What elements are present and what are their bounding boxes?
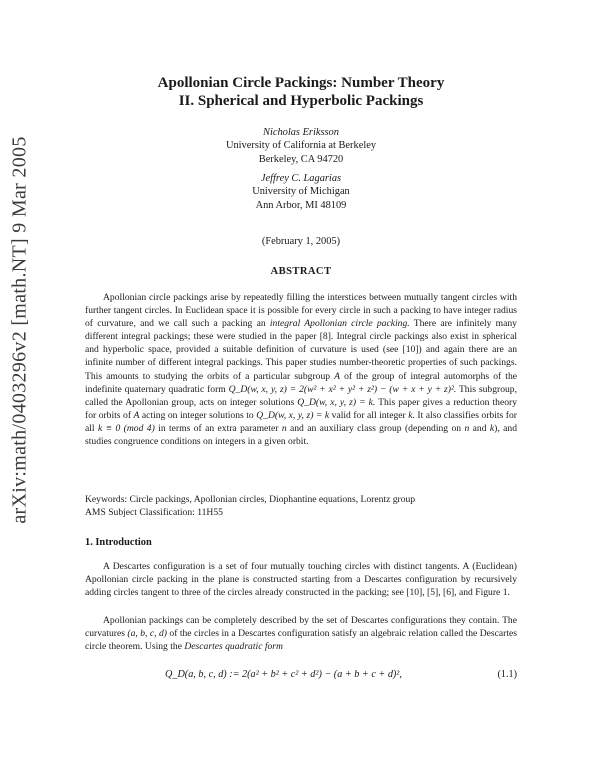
equation-1-1 bbox=[85, 669, 517, 685]
arxiv-identifier: arXiv:math/0403296v2 [math.NT] 9 Mar 2005 bbox=[8, 136, 31, 524]
abstract-text: Apollonian circle packings arise by repeatedly filling the interstices between mutually tangent circles with further tangent circles. In Euclidean space it is possible for every circle in such a packing to have integer radius of curvature, and we call such a packing an integral Apollonian circle packing. There are infinitely many different integral packings; these were studied in the paper [8]. Integral circle packings also exist in spherical and hyperbolic space, provided a suitable definition of curvature is used (see [10]) and again there are an infinite number of different integral packings. This paper studies number-theoretic properties of such packings. This amounts to studying the orbits of a particular subgroup A of the group of integral automorphs of the indefinite quaternary quadratic form Q_D(w, x, y, z) = 2(w² + x² + y² + z²) − (w + x + y + z)². This subgroup, called the Apollonian group, acts on integer solutions Q_D(w, x, y, z) = k. This paper gives a reduction theory for orbits of A acting on integer solutions to Q_D(w, x, y, z) = k valid for all integer k. It also classifies orbits for all k ≡ 0 (mod 4) in terms of an extra parameter n and an auxiliary class group (depending on n and k), and studies congruence conditions on integers in a given orbit. bbox=[85, 292, 518, 448]
arxiv-sidebar bbox=[4, 120, 36, 540]
keywords-block bbox=[85, 493, 517, 519]
intro-paragraph-2: Apollonian packings can be completely described by the set of Descartes configurations they contain. The curvatures (a, b, c, d) of the circles in a Descartes configuration satisfy an algebraic relation called the Descartes circle theorem. Using the Descartes quadratic form bbox=[85, 615, 518, 653]
author-address: Berkeley, CA 94720 bbox=[258, 153, 344, 165]
title-line-2: II. Spherical and Hyperbolic Packings bbox=[178, 93, 424, 109]
paper-title bbox=[85, 74, 517, 110]
intro-paragraph-1: A Descartes configuration is a set of four mutually touching circles with distinct tangents. A (Euclidean) Apollonian circle packing in the plane is constructed starting from a Descartes configuration by recursively adding circles tangent to three of the circles already constructed in the packing; see [10], [5], [6], and Figure 1. bbox=[85, 561, 517, 599]
author-block-1 bbox=[85, 126, 517, 166]
author-name: Nicholas Eriksson bbox=[263, 127, 339, 138]
title-line-1: Apollonian Circle Packings: Number Theory bbox=[157, 75, 445, 91]
author-affiliation: University of California at Berkeley bbox=[225, 140, 377, 152]
paper-date: (February 1, 2005) bbox=[261, 236, 341, 247]
author-affiliation: University of Michigan bbox=[252, 186, 350, 198]
section-heading-introduction: 1. Introduction bbox=[85, 537, 152, 548]
author-block-2 bbox=[85, 172, 517, 212]
ams-classification: AMS Subject Classification: 11H55 bbox=[85, 507, 223, 518]
abstract-heading: ABSTRACT bbox=[270, 266, 332, 277]
keywords-line: Keywords: Circle packings, Apollonian circles, Diophantine equations, Lorentz group bbox=[85, 494, 416, 505]
equation-number: (1.1) bbox=[497, 669, 517, 680]
author-name: Jeffrey C. Lagarias bbox=[260, 173, 342, 184]
author-address: Ann Arbor, MI 48109 bbox=[255, 199, 347, 211]
descartes-quadratic-form: Q_D(a, b, c, d) := 2(a² + b² + c² + d²) − (a + b + c + d)², bbox=[165, 669, 402, 680]
